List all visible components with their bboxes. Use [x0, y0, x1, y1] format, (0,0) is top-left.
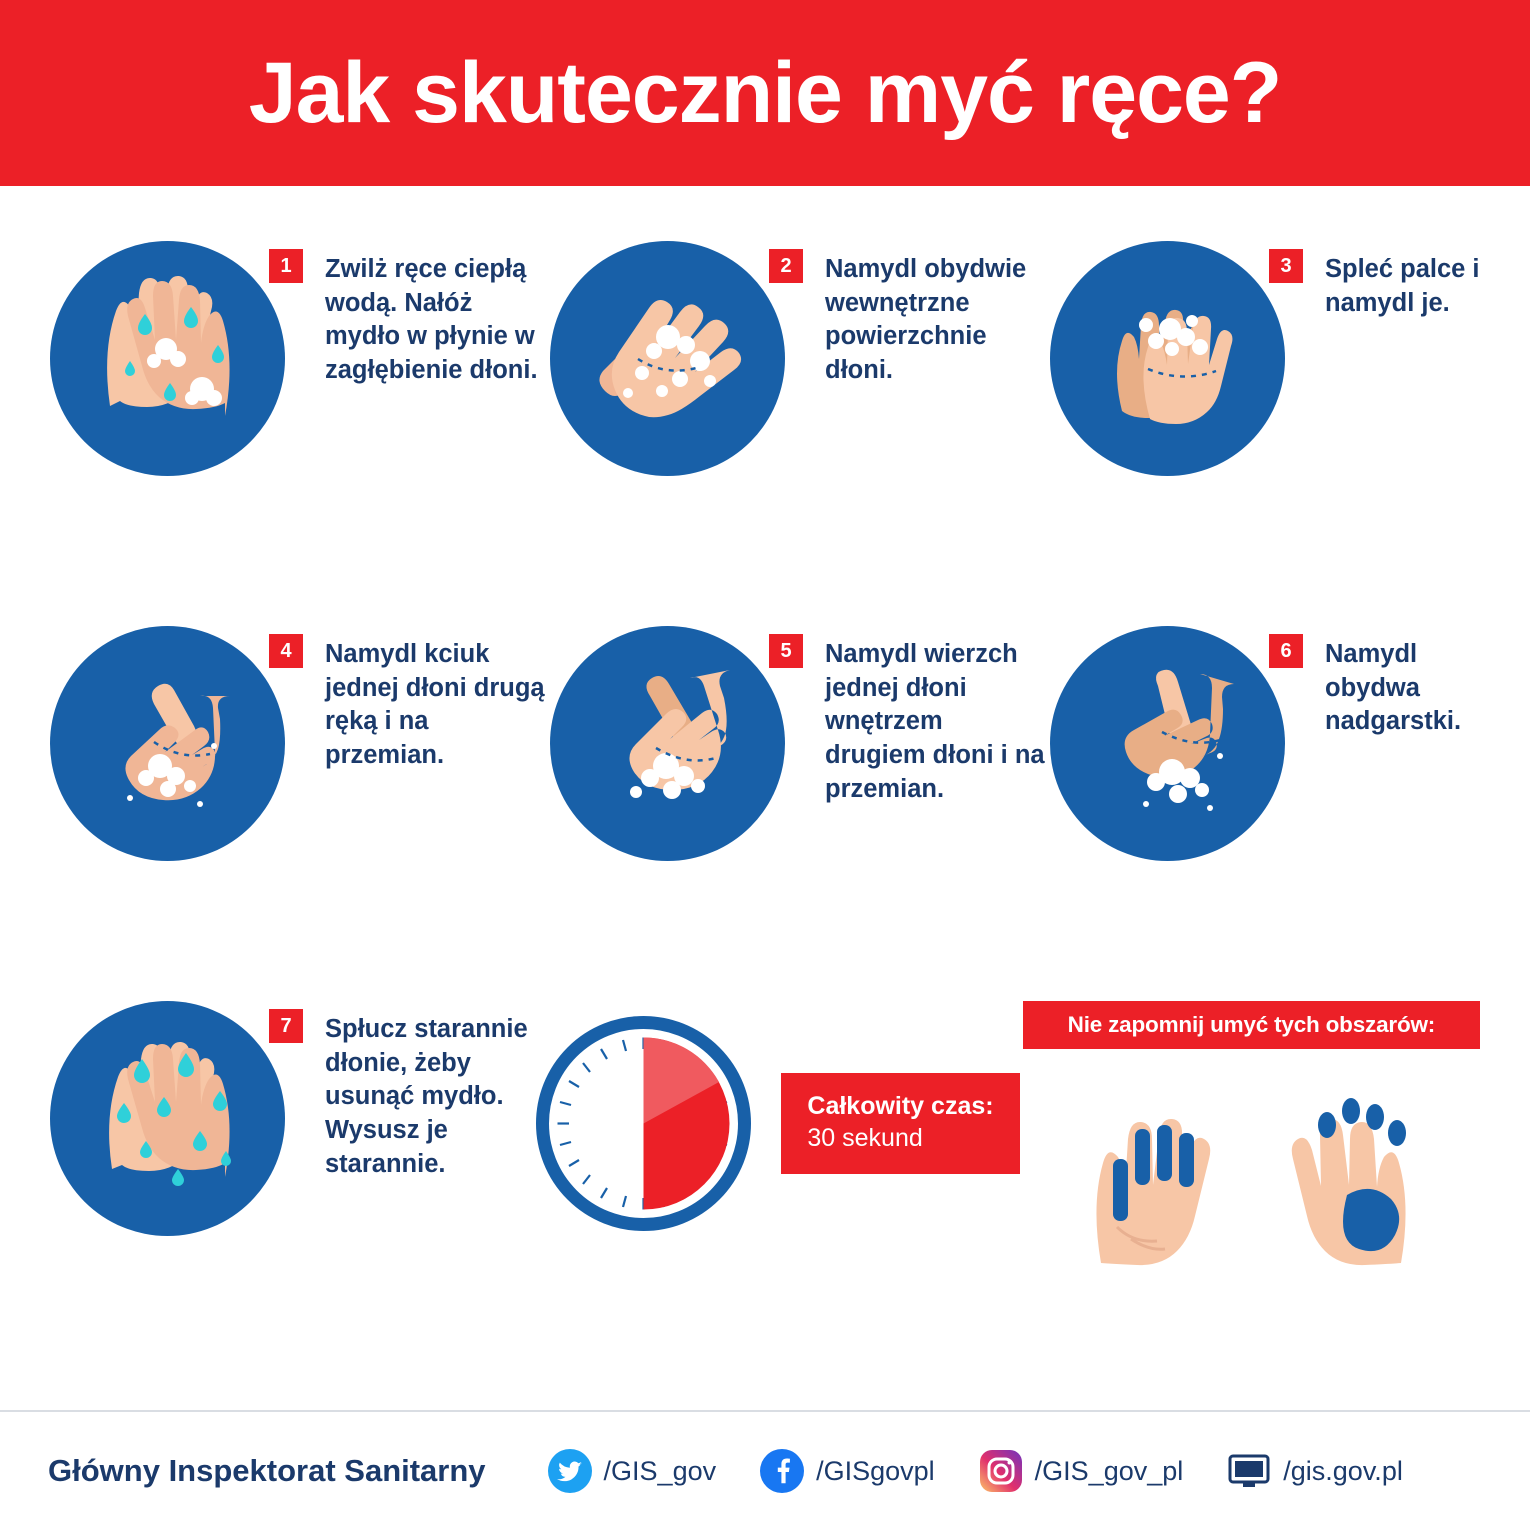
step-3-illustration	[1050, 241, 1292, 476]
step-number-badge: 3	[1269, 249, 1303, 283]
step-4-illustration	[50, 626, 292, 861]
step-description: Spleć palce i namydl je.	[1325, 255, 1480, 317]
step-number-badge: 6	[1269, 634, 1303, 668]
step-6-illustration	[1050, 626, 1292, 861]
poster-footer	[0, 1412, 1530, 1530]
step-description: Namydl kciuk jednej dłoni drugą ręką i na przemian.	[325, 640, 545, 769]
steps-row-1	[50, 241, 1480, 571]
social-label: /GIS_gov_pl	[1034, 1455, 1184, 1486]
step-item-7	[50, 1001, 536, 1236]
step-description: Namydl obydwa nadgarstki.	[1325, 640, 1462, 736]
step-item-3	[1050, 241, 1480, 476]
instagram-icon	[979, 1449, 1023, 1493]
step-description: Spłucz starannie dłonie, żeby usunąć mydło. Wysusz je starannie.	[325, 1015, 528, 1178]
thumb-rub-icon	[50, 626, 285, 861]
social-link-website[interactable]	[1227, 1449, 1403, 1493]
social-link-instagram[interactable]	[979, 1449, 1184, 1493]
steps-grid	[0, 186, 1530, 1301]
hands-missed-areas-icon	[1023, 1067, 1480, 1267]
step-number-badge: 4	[269, 634, 303, 668]
steps-row-2	[50, 626, 1480, 946]
step-number-badge: 2	[769, 249, 803, 283]
step-5-illustration	[550, 626, 792, 861]
rinse-dry-icon	[50, 1001, 285, 1236]
organization-name: Główny Inspektorat Sanitarny	[48, 1453, 486, 1488]
interlaced-fingers-icon	[1050, 241, 1285, 476]
website-icon	[1227, 1449, 1271, 1493]
twitter-icon	[548, 1449, 592, 1493]
social-link-twitter[interactable]	[548, 1449, 717, 1493]
step-1-illustration	[50, 241, 292, 476]
step-description: Zwilż ręce ciepłą wodą. Nałóż mydło w płynie w zagłębienie dłoni.	[325, 255, 538, 384]
wrist-rub-icon	[1050, 626, 1285, 861]
total-time-value: 30 sekund	[807, 1123, 923, 1152]
step-number-badge: 7	[269, 1009, 303, 1043]
social-label: /GIS_gov	[603, 1455, 717, 1486]
palms-rub-icon	[550, 241, 785, 476]
social-label: /gis.gov.pl	[1283, 1455, 1403, 1486]
step-item-2	[550, 241, 1050, 476]
step-7-illustration	[50, 1001, 292, 1236]
step-number-badge: 5	[769, 634, 803, 668]
page-title: Jak skutecznie myć ręce?	[248, 45, 1282, 141]
step-item-1	[50, 241, 550, 476]
missed-areas-block	[1023, 1001, 1480, 1267]
step-description: Namydl wierzch jednej dłoni wnętrzem drugiem dłoni i na przemian.	[825, 640, 1045, 803]
step-item-4	[50, 626, 550, 861]
poster-header	[0, 0, 1530, 186]
back-of-hand-rub-icon	[550, 626, 785, 861]
missed-areas-banner: Nie zapomnij umyć tych obszarów:	[1023, 1001, 1480, 1049]
hands-wet-soap-icon	[50, 241, 285, 476]
timer-block	[536, 1001, 1022, 1231]
step-item-5	[550, 626, 1050, 861]
social-link-facebook[interactable]	[760, 1449, 935, 1493]
total-time-box	[781, 1073, 1019, 1174]
total-time-label: Całkowity czas:	[807, 1092, 994, 1121]
step-2-illustration	[550, 241, 792, 476]
step-description: Namydl obydwie wewnętrzne powierzchnie dłoni.	[825, 255, 1027, 384]
social-links	[548, 1449, 1403, 1493]
step-item-6	[1050, 626, 1480, 861]
steps-row-3	[50, 1001, 1480, 1301]
step-number-badge: 1	[269, 249, 303, 283]
facebook-icon	[760, 1449, 804, 1493]
stopwatch-icon	[536, 1016, 751, 1231]
social-label: /GISgovpl	[816, 1455, 935, 1486]
